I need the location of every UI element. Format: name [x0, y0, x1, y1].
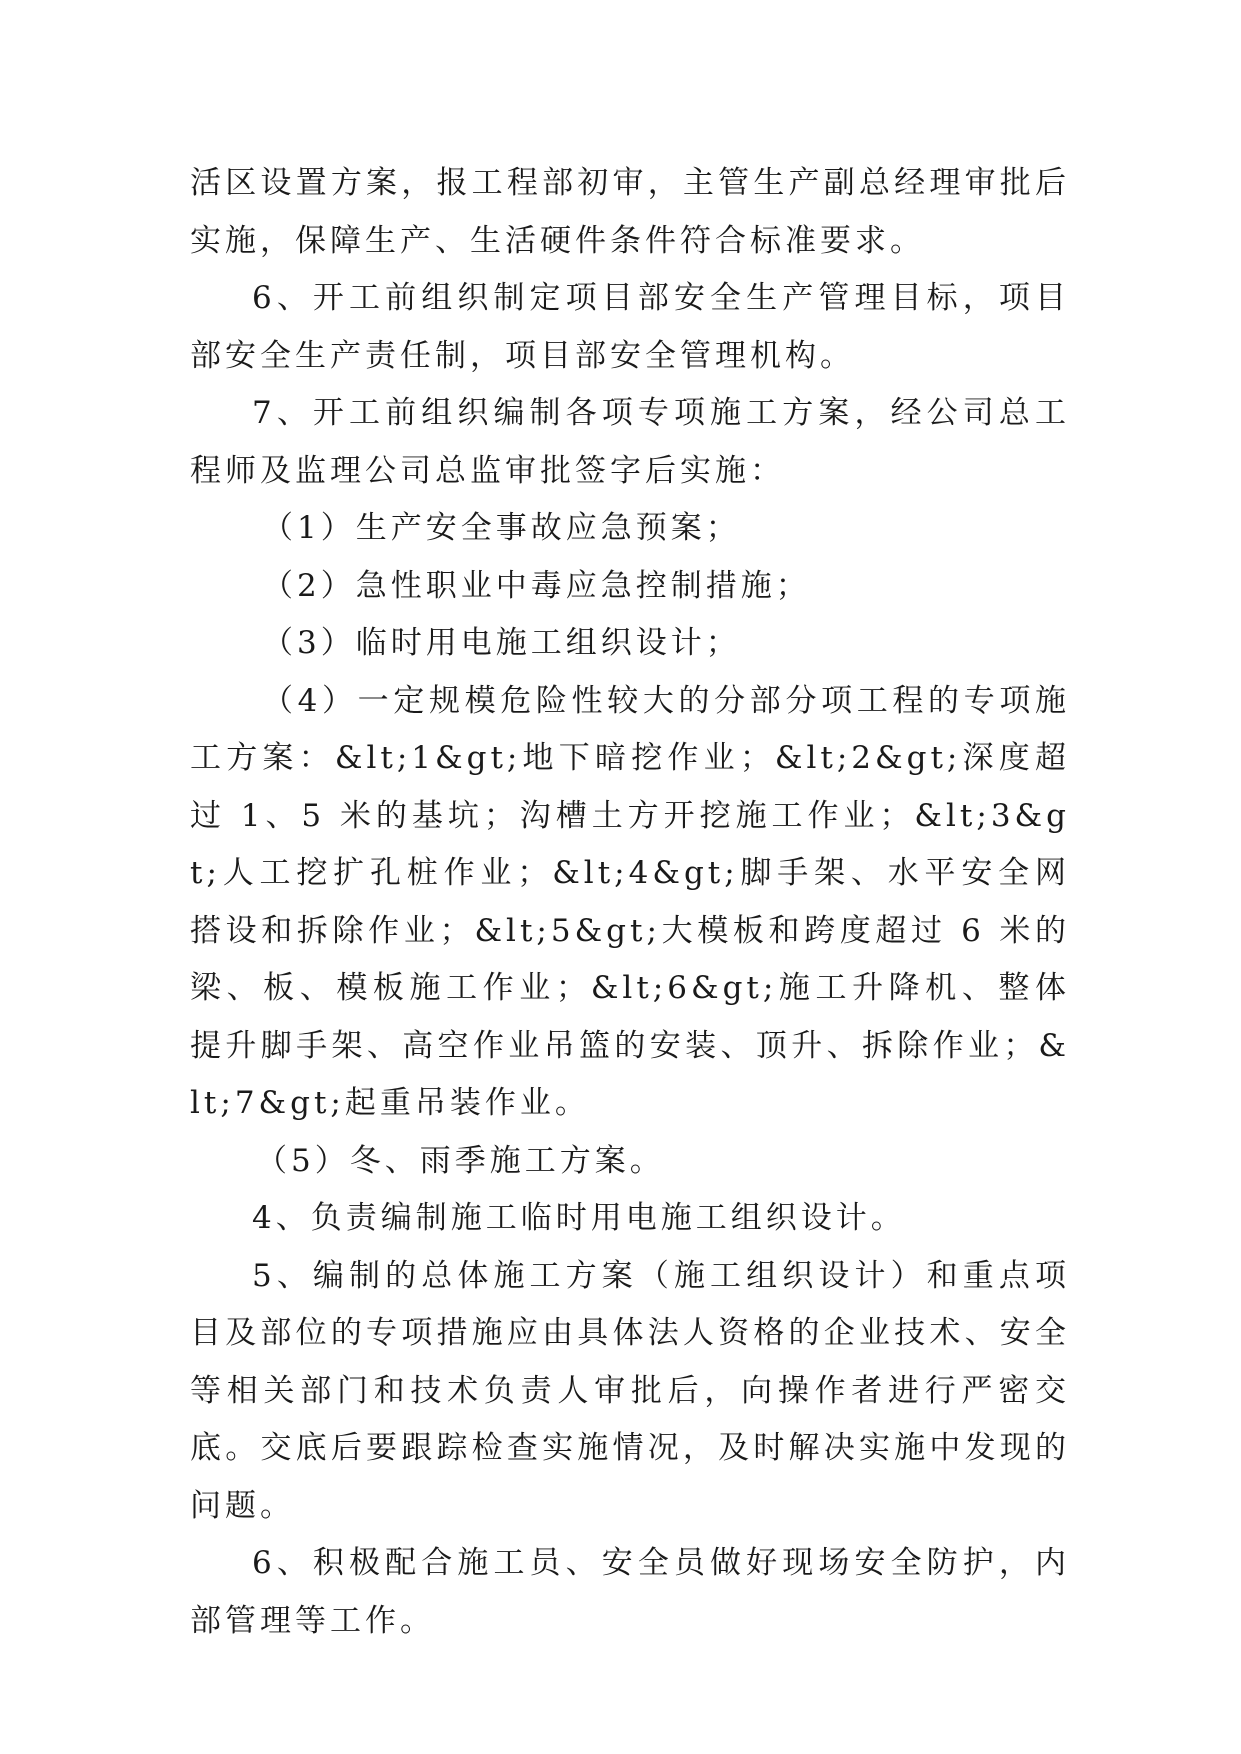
document-body: [190, 155, 1070, 1650]
paragraph-item-4-power-design: 4、负责编制施工临时用电施工组织设计。: [252, 1200, 906, 1236]
sub-item-2-poisoning-measures: （2）急性职业中毒应急控制措施；: [262, 567, 811, 604]
paragraph-item-6-cooperation: 6、积极配合施工员、安全员做好现场安全防护，内部管理等工作。: [190, 1545, 1070, 1639]
sub-item-4-hazardous-works: （4）一定规模危险性较大的分部分项工程的专项施工方案：&lt;1&gt;地下暗挖作业；&lt;2&gt;深度超过 1、5 米的基坑；沟槽土方开挖施工作业；&lt;3&gt;人工挖扩孔桩作业；&lt;4&gt;脚手架、水平安全网搭设和拆除作业；&lt;5&gt;大模板和跨度超过 6 米的梁、板、模板施工作业；&lt;6&gt;施工升降机、整体提升脚手架、高空作业吊篮的安装、顶升、拆除作业；&lt;7&gt;起重吊装作业。: [190, 682, 1070, 1121]
paragraph-living-area-plan: 活区设置方案，报工程部初审，主管生产副总经理审批后实施，保障生产、生活硬件条件符合标准要求。: [190, 165, 1070, 259]
paragraph-item-6-safety-targets: 6、开工前组织制定项目部安全生产管理目标，项目部安全生产责任制，项目部安全管理机构。: [190, 280, 1070, 374]
sub-item-1-emergency-plan: （1）生产安全事故应急预案；: [262, 510, 741, 546]
paragraph-item-7-special-plans: 7、开工前组织编制各项专项施工方案，经公司总工程师及监理公司总监审批签字后实施：: [190, 395, 1070, 489]
sub-item-5-seasonal-plan: （5）冬、雨季施工方案。: [256, 1142, 665, 1179]
sub-item-3-temporary-power: （3）临时用电施工组织设计；: [262, 625, 741, 661]
paragraph-item-5-approval-briefing: 5、编制的总体施工方案（施工组织设计）和重点项目及部位的专项措施应由具体法人资格的企业技术、安全等相关部门和技术负责人审批后，向操作者进行严密交底。交底后要跟踪检查实施情况，及时解决实施中发现的问题。: [190, 1257, 1070, 1524]
